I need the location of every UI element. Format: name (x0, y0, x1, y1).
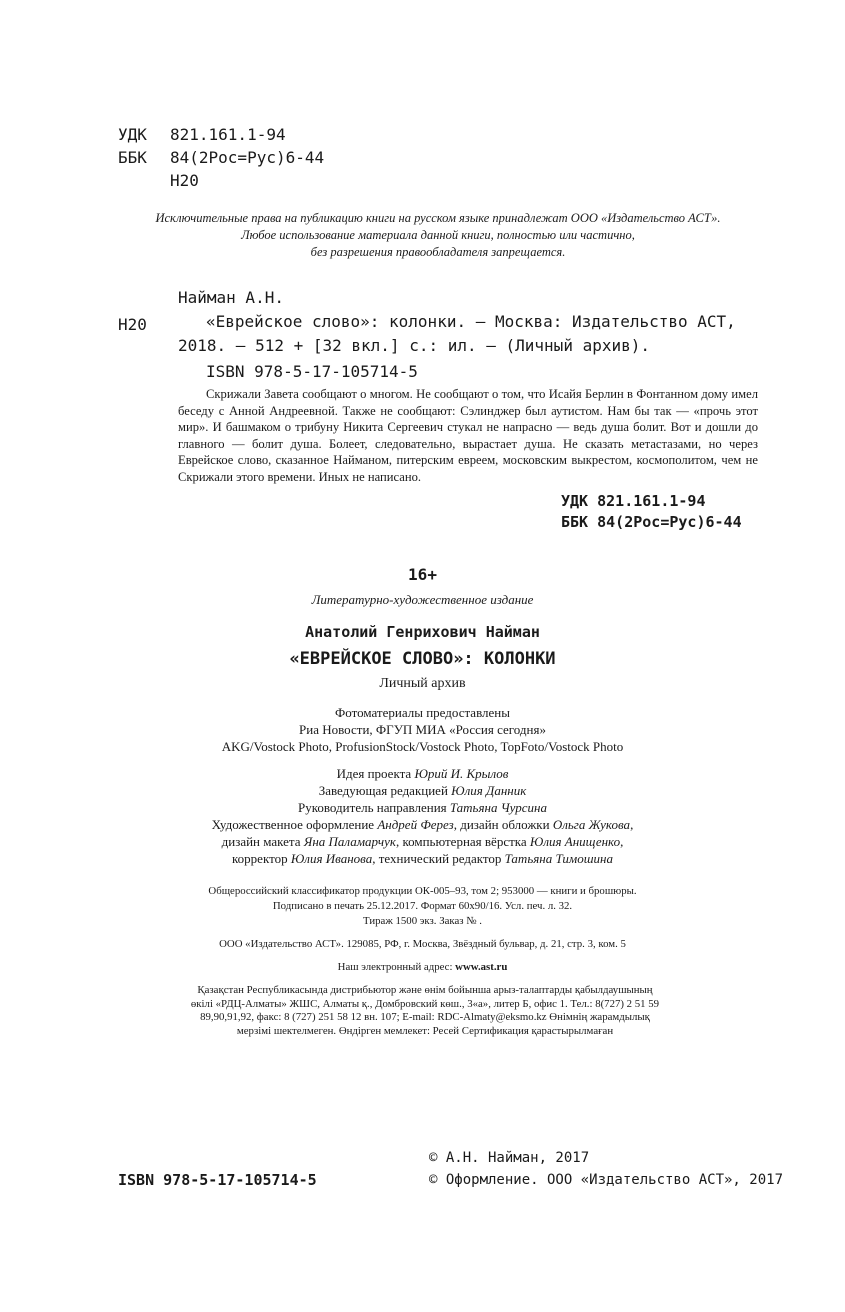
footer-isbn: ISBN 978-5-17-105714-5 (118, 1171, 317, 1189)
credit-art-label: Художественное оформление (211, 817, 375, 832)
credit-layout (0, 833, 845, 850)
imprint-email-label: Наш электронный адрес: (337, 961, 456, 973)
series-name: Личный архив (379, 676, 466, 691)
copyright-design: © Оформление. ООО «Издательство АСТ», 2017 (429, 1172, 784, 1188)
credit-editor-name: Юлия Данник (451, 783, 527, 798)
credit-proof-name: Юлия Иванова (290, 851, 373, 866)
photo-credits-line-3: AKG/Vostock Photo, ProfusionStock/Vostock Photo, TopFoto/Vostock Photo (221, 739, 624, 754)
credit-idea-label: Идея проекта (336, 766, 412, 781)
credit-cover-name: Ольга Жукова (552, 817, 631, 832)
copyright-author: © А.Н. Найман, 2017 (429, 1150, 590, 1166)
annotation: Скрижали Завета сообщают о многом. Не сообщают о том, что Исайя Берлин в Фонтанном дому имел беседу с Анной Андреевной. Также не сообщают: Сэлинджер был аутистом. Нам бы так — «прочь этот мир». И башмаком о трибуну Никита Сергеевич стукал не напрасно — ведь душа болит. Вот и дошли до главного — болит душа. Болеет, следовательно, вырастает душа. Не сказать метастазами, но через Еврейское слово, сказанное Найманом, питерским евреем, московским выкрестом, космополитом, чем не Скрижали этого времени. Иных не написано. (178, 387, 758, 484)
credit-typeset-name: Юлия Анищенко (529, 834, 621, 849)
udk-value: 821.161.1-94 (170, 125, 286, 144)
imprint-run: Тираж 1500 экз. Заказ № . (363, 915, 482, 927)
udk-label: УДК (118, 125, 147, 144)
imprint-classifier: Общероссийский классификатор продукции ОК-005–93, том 2; 953000 — книги и брошюры. (208, 885, 637, 897)
credit-head (0, 799, 845, 816)
credit-editor (0, 782, 845, 799)
rights-line-3: без разрешения правообладателя запрещается. (310, 245, 566, 259)
edition-type: Литературно-художественное издание (311, 592, 534, 607)
rights-notice (118, 210, 758, 261)
bbk-value: 84(2Рос=Рус)6-44 (170, 148, 325, 167)
photo-credits-line-1: Фотоматериалы предоставлены (335, 705, 510, 720)
index-bbk: ББК 84(2Рос=Рус)6-44 (561, 513, 742, 531)
credit-layout-label: дизайн макета (221, 834, 301, 849)
credit-layout-name: Яна Паламарчук (303, 834, 396, 849)
credit-proof-label: корректор (232, 851, 288, 866)
age-rating: 16+ (408, 565, 437, 584)
imprint-signed: Подписано в печать 25.12.2017. Формат 60х90/16. Усл. печ. л. 32. (272, 900, 573, 912)
credit-tech-label: , технический редактор (372, 851, 502, 866)
rights-line-2: Любое использование материала данной книги, полностью или частично, (241, 228, 635, 242)
kazakh-distributor-block: Қазақстан Республикасында дистрибьютор және өнім бойынша арыз-талаптарды қабылдаушының өкілі «РДЦ-Алматы» ЖШС, Алматы қ., Домбровский көш., 3«а», литер Б, офис 1. Тел.: 8(727) 2 51 59 89,90,91,92, факс: 8 (727) 251 58 12 вн. 107; E-mail: RDC-Almaty@eksmo.kz Өнімнің жарамдылық мерзімі шектелмеген. Өндірген мемлекет: Ресей Сертификация қарастырылмаған (190, 984, 660, 1037)
bbk-line (118, 147, 324, 169)
bib-title-line-1: «Еврейское слово»: колонки. — Москва: Издательство АСТ, (206, 312, 736, 331)
bib-isbn: ISBN 978-5-17-105714-5 (206, 362, 418, 381)
credit-art (0, 816, 845, 833)
credit-art-name: Андрей Ферез (377, 817, 454, 832)
credit-editor-label: Заведующая редакцией (318, 783, 448, 798)
credit-cover-label: , дизайн обложки (453, 817, 550, 832)
bib-author: Найман А.Н. (178, 288, 284, 307)
credit-head-label: Руководитель направления (298, 800, 447, 815)
credit-idea-name: Юрий И. Крылов (414, 766, 509, 781)
credit-typeset-label: , компьютерная вёрстка (395, 834, 527, 849)
photo-credits-line-2: Риа Новости, ФГУП МИА «Россия сегодня» (299, 722, 546, 737)
index-udk: УДК 821.161.1-94 (561, 492, 706, 510)
author-full: Анатолий Генрихович Найман (305, 623, 540, 641)
imprint-publisher: ООО «Издательство АСТ». 129085, РФ, г. Москва, Звёздный бульвар, д. 21, стр. 3, ком. 5 (219, 938, 626, 950)
book-title: «ЕВРЕЙСКОЕ СЛОВО»: КОЛОНКИ (289, 649, 556, 669)
imprint-email: www.ast.ru (455, 961, 508, 973)
credit-typeset-end: , (620, 834, 624, 849)
credit-proof (0, 850, 845, 867)
udk-line (118, 124, 286, 146)
credit-tech-name: Татьяна Тимошина (504, 851, 613, 866)
imprint-web (0, 960, 845, 974)
bib-mark: Н20 (118, 315, 147, 334)
credit-idea (0, 765, 845, 782)
rights-line-1: Исключительные права на публикацию книги на русском языке принадлежат ООО «Издательство АСТ». (155, 211, 721, 225)
credit-cover-end: , (630, 817, 634, 832)
author-mark: Н20 (170, 171, 199, 190)
bib-title-line-2: 2018. — 512 + [32 вкл.] с.: ил. — (Личный архив). (178, 336, 651, 355)
credit-head-name: Татьяна Чурсина (449, 800, 547, 815)
bbk-label: ББК (118, 148, 147, 167)
